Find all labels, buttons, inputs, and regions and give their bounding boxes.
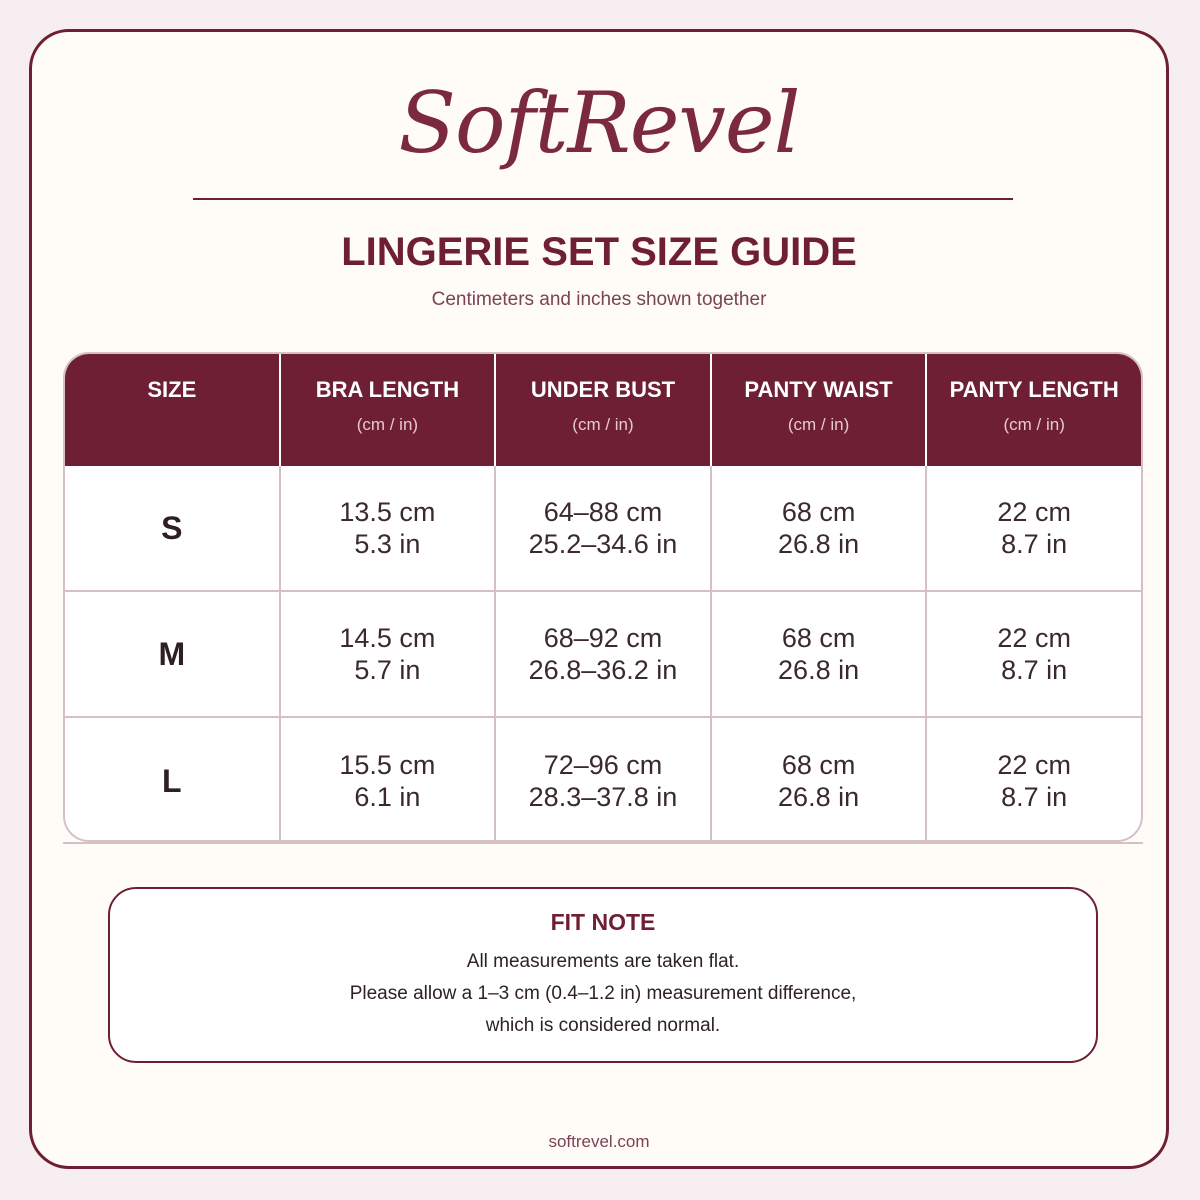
under-bust-cell	[496, 592, 712, 716]
table-underline	[63, 842, 1143, 844]
value-cm: 22 cm	[997, 623, 1071, 653]
value-cm: 22 cm	[997, 750, 1071, 780]
header-divider	[193, 198, 1013, 200]
column-header-unit: (cm / in)	[356, 415, 419, 434]
bra-length-cell	[281, 718, 497, 842]
table-header	[65, 354, 1141, 466]
value-in: 26.8–36.2 in	[528, 655, 678, 685]
value-cm: 15.5 cm	[339, 750, 436, 780]
value-in: 25.2–34.6 in	[528, 529, 678, 559]
bra-length-cell	[281, 466, 497, 590]
column-header-unit: (cm / in)	[787, 415, 850, 434]
bra-length-cell	[281, 592, 497, 716]
column-header-label: SIZE	[147, 377, 197, 402]
table-row-l	[65, 718, 1141, 842]
under-bust-cell	[496, 718, 712, 842]
size-guide-card	[29, 29, 1169, 1169]
fit-note-line: which is considered normal.	[485, 1015, 721, 1036]
column-header-panty-length	[927, 354, 1141, 466]
column-header-label: PANTY WAIST	[744, 377, 893, 402]
column-header-bra-length	[281, 354, 497, 466]
panty-waist-cell	[712, 592, 928, 716]
fit-note-box	[108, 887, 1098, 1063]
value-in: 26.8 in	[778, 529, 860, 559]
table-row-m	[65, 592, 1141, 718]
value-in: 28.3–37.8 in	[528, 782, 678, 812]
brand-logo: SoftRevel	[398, 74, 800, 172]
value-in: 8.7 in	[1001, 782, 1068, 812]
value-cm: 64–88 cm	[543, 497, 663, 527]
column-header-label: PANTY LENGTH	[949, 377, 1119, 402]
value-in: 26.8 in	[778, 782, 860, 812]
column-header-unit: (cm / in)	[572, 415, 634, 434]
value-in: 5.7 in	[354, 655, 421, 685]
page-title: LINGERIE SET SIZE GUIDE	[341, 230, 857, 274]
fit-note-line: All measurements are taken flat.	[466, 951, 740, 972]
value-cm: 68–92 cm	[543, 623, 663, 653]
website-link[interactable]: softrevel.com	[548, 1132, 650, 1151]
fit-note-line: Please allow a 1–3 cm (0.4–1.2 in) measurement difference,	[349, 983, 857, 1004]
panty-waist-cell	[712, 718, 928, 842]
size-cell: L	[65, 718, 281, 842]
panty-length-cell	[927, 718, 1141, 842]
value-cm: 72–96 cm	[543, 750, 663, 780]
value-cm: 22 cm	[997, 497, 1071, 527]
column-header-size	[65, 354, 281, 466]
panty-waist-cell	[712, 466, 928, 590]
value-in: 6.1 in	[354, 782, 421, 812]
value-in: 26.8 in	[778, 655, 860, 685]
value-cm: 68 cm	[781, 750, 856, 780]
value-cm: 14.5 cm	[339, 623, 436, 653]
size-cell: S	[65, 466, 281, 590]
panty-length-cell	[927, 466, 1141, 590]
column-header-under-bust	[496, 354, 712, 466]
size-cell: M	[65, 592, 281, 716]
value-in: 5.3 in	[354, 529, 421, 559]
panty-length-cell	[927, 592, 1141, 716]
page-subtitle: Centimeters and inches shown together	[431, 289, 767, 310]
column-header-label: BRA LENGTH	[315, 377, 460, 402]
value-cm: 68 cm	[781, 623, 856, 653]
value-in: 8.7 in	[1001, 655, 1068, 685]
value-cm: 68 cm	[781, 497, 856, 527]
table-row-s	[65, 466, 1141, 592]
fit-note-text	[110, 946, 1096, 1042]
size-table	[63, 352, 1143, 842]
table-body	[65, 466, 1141, 842]
value-in: 8.7 in	[1001, 529, 1068, 559]
column-header-label: UNDER BUST	[530, 377, 676, 402]
value-cm: 13.5 cm	[339, 497, 436, 527]
column-header-panty-waist	[712, 354, 928, 466]
fit-note-title: FIT NOTE	[550, 909, 656, 935]
column-header-unit: (cm / in)	[1003, 415, 1065, 434]
under-bust-cell	[496, 466, 712, 590]
